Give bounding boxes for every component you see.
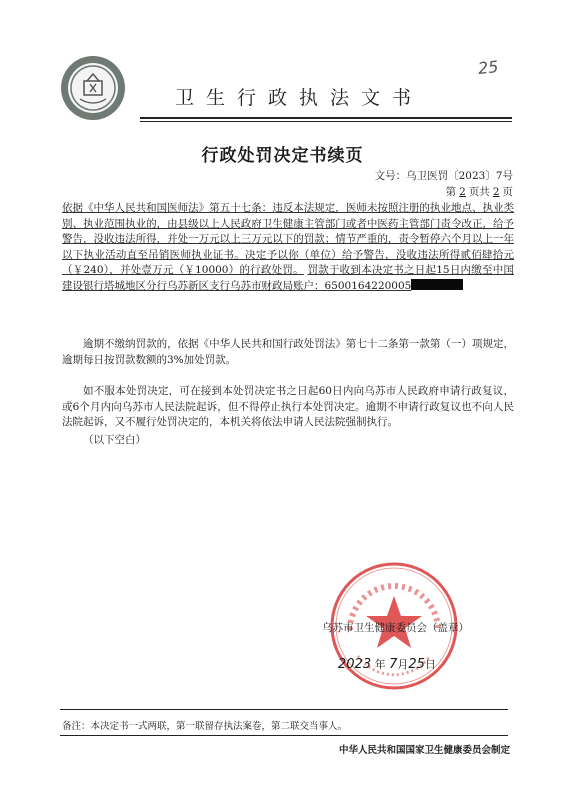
- footer-divider-bottom: [60, 735, 508, 736]
- legal-basis-paragraph: [62, 201, 514, 295]
- header-title: 卫生行政执法文书: [175, 87, 424, 109]
- page-current: 2: [459, 186, 466, 198]
- blank-below-marker: （以下空白）: [83, 434, 146, 446]
- header-divider: [140, 117, 512, 119]
- signature-date: [338, 656, 436, 672]
- footer-note: 备注：本决定书一式两联，第一联留存执法案卷，第二联交当事人。: [62, 721, 348, 732]
- date-day: 25: [408, 657, 425, 672]
- header-divider-thin: [140, 121, 512, 122]
- date-day-suffix: 日: [424, 658, 436, 671]
- redacted-account-block: [411, 279, 463, 290]
- document-number: 文号：乌卫医罚〔2023〕7号: [374, 170, 513, 182]
- footer-divider-top: [60, 709, 508, 710]
- date-month-suffix: 月: [397, 658, 409, 671]
- page-suffix: 页: [502, 186, 513, 198]
- date-year: 2023: [338, 657, 372, 672]
- late-payment-paragraph: 逾期不缴纳罚款的，依据《中华人民共和国行政处罚法》第七十二条第一款第（一）项规定，逾期每日按罚款数额的3%加处罚款。: [62, 338, 514, 366]
- legal-basis-text: 依据《中华人民共和国医师法》第五十七条：违反本法规定，医师未按照注册的执业地点、执业类别、执业范围执业的，由县级以上人民政府卫生健康主管部门或者中医药主管部门责令改正，给予警告，没收违法所得，并处一万元以上三万元以下的罚款；情节严重的，责令暂停六个月以上一年以下执业活动直至吊销医师执业证书。决定予以你（单位）给予警告，没收违法所得贰佰肆拾元（￥240），并处壹万元（￥10000）的行政处罚。: [62, 202, 514, 277]
- payment-instruction-text: 罚款于收到本决定书之日起15日内缴至中国建设银行塔城地区分行乌苏新区支行乌苏市财政局账户：6500164220005: [62, 264, 514, 292]
- page-mid: 页共: [468, 186, 490, 198]
- document-title: 行政处罚决定书续页: [201, 146, 364, 166]
- date-year-suffix: 年: [374, 658, 386, 671]
- appeal-rights-paragraph: 如不服本处罚决定，可在接到本处罚决定书之日起60日内向乌苏市人民政府申请行政复议，或6个月内向乌苏市人民法院起诉，但不得停止执行本处罚决定。逾期不申请行政复议也不向人民法院起诉，又不履行处罚决定的，本机关将依法申请人民法院强制执行。: [62, 385, 514, 429]
- page-prefix: 第: [445, 186, 457, 198]
- footer-issuer: 中华人民共和国国家卫生健康委员会制定: [338, 745, 510, 756]
- handwritten-page-number: 25: [477, 56, 500, 79]
- issuing-authority: 乌苏市卫生健康委员会（盖章）: [322, 622, 469, 634]
- page-counter: [446, 184, 513, 199]
- page-total: 2: [492, 186, 500, 198]
- health-enforcement-emblem-icon: [60, 55, 126, 121]
- date-month: 7: [389, 657, 398, 672]
